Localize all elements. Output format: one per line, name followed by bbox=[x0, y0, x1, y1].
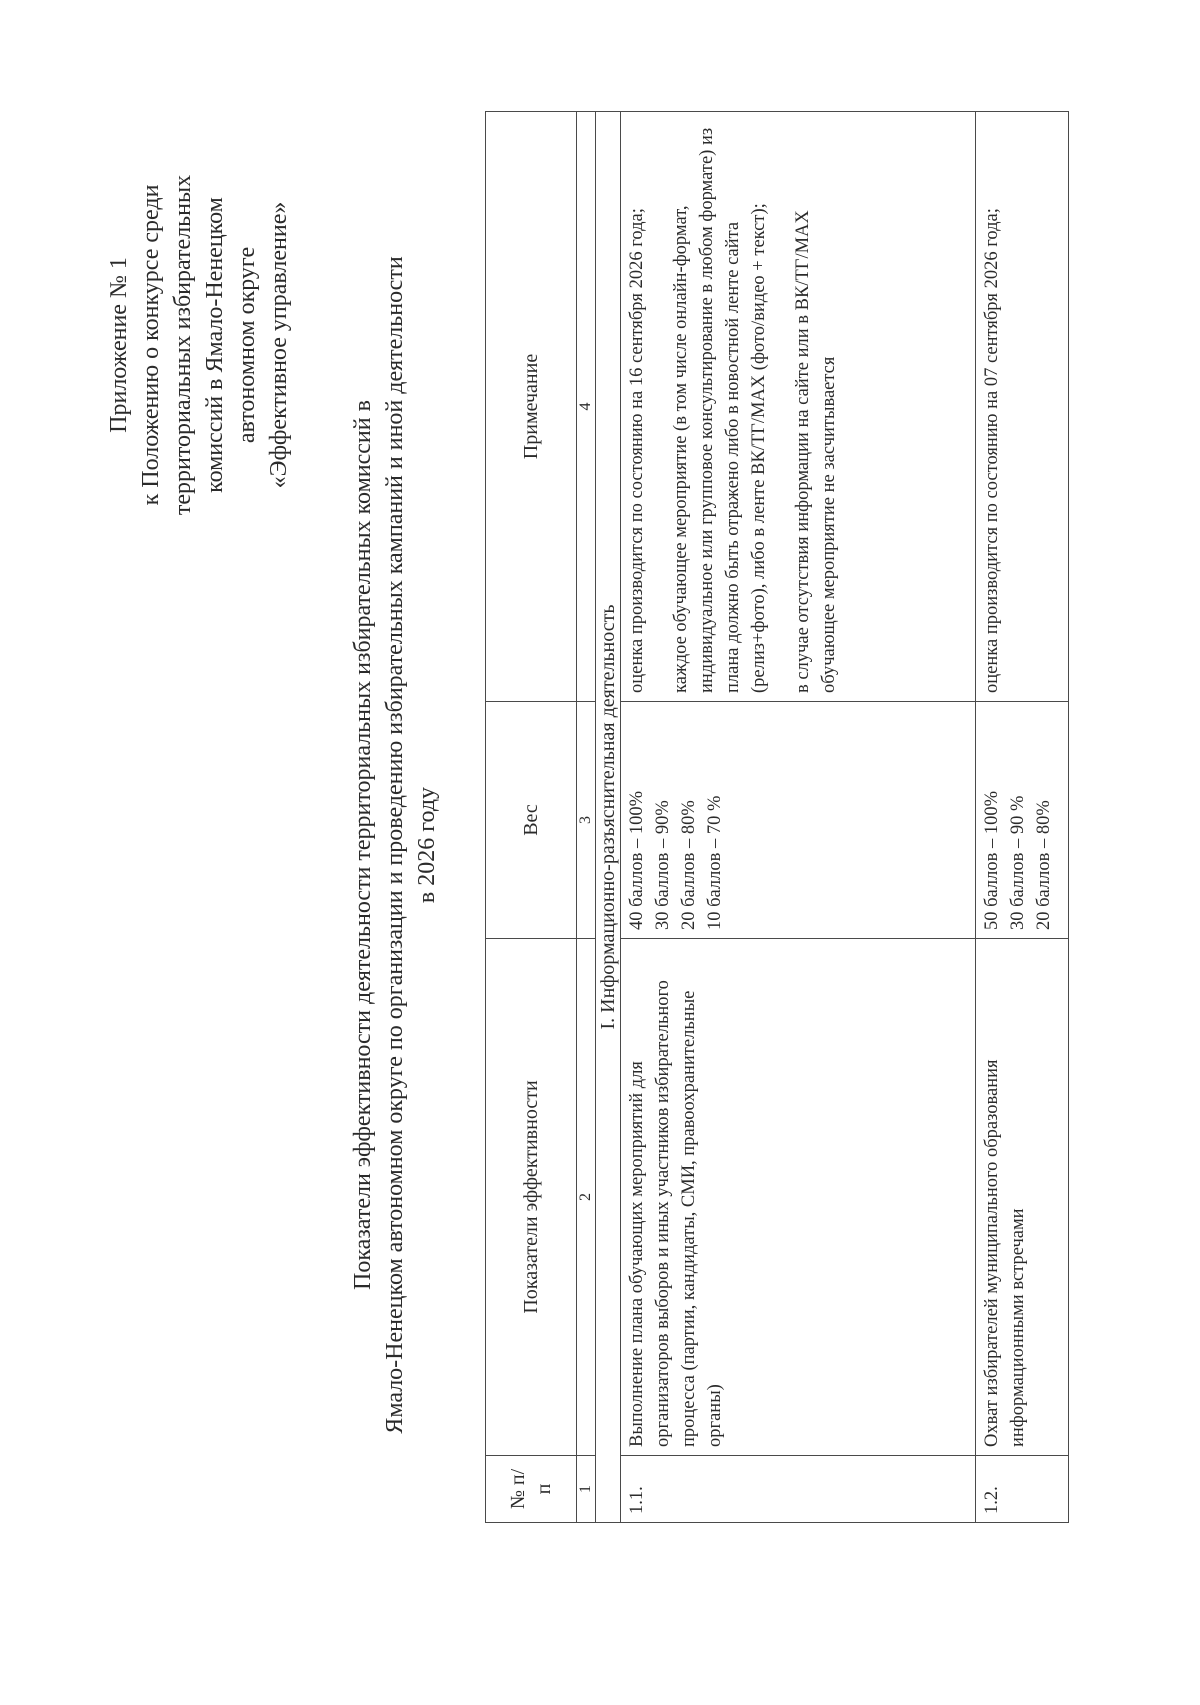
weight-line: 20 баллов – 80% bbox=[1034, 800, 1054, 930]
title-line: в 2026 году bbox=[414, 786, 440, 904]
section-title: I. Информационно-разъяснительная деятельность bbox=[596, 112, 621, 1523]
table-header-row bbox=[486, 112, 577, 1523]
row-notes bbox=[976, 112, 1069, 702]
appendix-line: автономном округе bbox=[234, 246, 260, 444]
column-number-row bbox=[577, 112, 596, 1523]
appendix-line: территориальных избирательных bbox=[170, 174, 196, 516]
document-title bbox=[347, 75, 443, 1615]
indicators-table bbox=[485, 111, 1069, 1523]
appendix-line: «Эффективное управление» bbox=[266, 201, 292, 489]
weight-line: 10 баллов – 70 % bbox=[705, 795, 725, 930]
row-weights bbox=[621, 702, 976, 939]
column-number: 2 bbox=[577, 939, 596, 1456]
appendix-header bbox=[103, 115, 295, 575]
header-note: Примечание bbox=[486, 112, 577, 702]
appendix-line: Приложение № 1 bbox=[106, 257, 132, 433]
weight-line: 30 баллов – 90% bbox=[653, 800, 673, 930]
row-number: 1.1. bbox=[621, 1456, 976, 1523]
weight-line: 50 баллов – 100% bbox=[982, 790, 1002, 930]
row-indicator: Выполнение плана обучающих мероприятий для организаторов выборов и иных участников избирательного процесса (партии, кандидаты, СМИ, правоохранительные органы) bbox=[621, 939, 976, 1456]
appendix-line: к Положению о конкурсе среди bbox=[138, 184, 164, 506]
appendix-line: комиссий в Ямало-Ненецком bbox=[202, 197, 228, 493]
header-number: № п/п bbox=[486, 1456, 577, 1523]
column-number: 3 bbox=[577, 702, 596, 939]
note-paragraph: оценка производится по состоянию на 07 сентября 2026 года; bbox=[982, 208, 1002, 693]
table-row bbox=[976, 112, 1069, 1523]
title-line: Показатели эффективности деятельности территориальных избирательных комиссий в bbox=[350, 400, 376, 1290]
header-weight: Вес bbox=[486, 702, 577, 939]
weight-line: 40 баллов – 100% bbox=[627, 790, 647, 930]
section-row bbox=[596, 112, 621, 1523]
weight-line: 30 баллов – 90 % bbox=[1008, 795, 1028, 930]
table-row bbox=[621, 112, 976, 1523]
title-line: Ямало-Ненецком автономном округе по организации и проведению избирательных кампаний и иной деятельности bbox=[382, 256, 408, 1434]
weight-line: 20 баллов – 80% bbox=[679, 800, 699, 930]
header-indicator: Показатели эффективности bbox=[486, 939, 577, 1456]
column-number: 1 bbox=[577, 1456, 596, 1523]
row-indicator: Охват избирателей муниципального образования информационными встречами bbox=[976, 939, 1069, 1456]
column-number: 4 bbox=[577, 112, 596, 702]
note-paragraph: в случае отсутствия информации на сайте или в ВК/ТГ/МАХ обучающее мероприятие не засчитывается bbox=[793, 210, 839, 693]
note-paragraph: каждое обучающее мероприятие (в том числе онлайн-формат, индивидуальное или групповое консультирование в любом формате) из плана должно быть отражено либо в новостной ленте сайта (релиз+фото), либо в ленте ВК/ТГ/МАХ (фото/видео + текст); bbox=[671, 127, 769, 693]
row-number: 1.2. bbox=[976, 1456, 1069, 1523]
row-notes bbox=[621, 112, 976, 702]
rotated-page bbox=[85, 75, 1180, 1615]
note-paragraph: оценка производится по состоянию на 16 сентября 2026 года; bbox=[627, 208, 647, 693]
row-weights bbox=[976, 702, 1069, 939]
